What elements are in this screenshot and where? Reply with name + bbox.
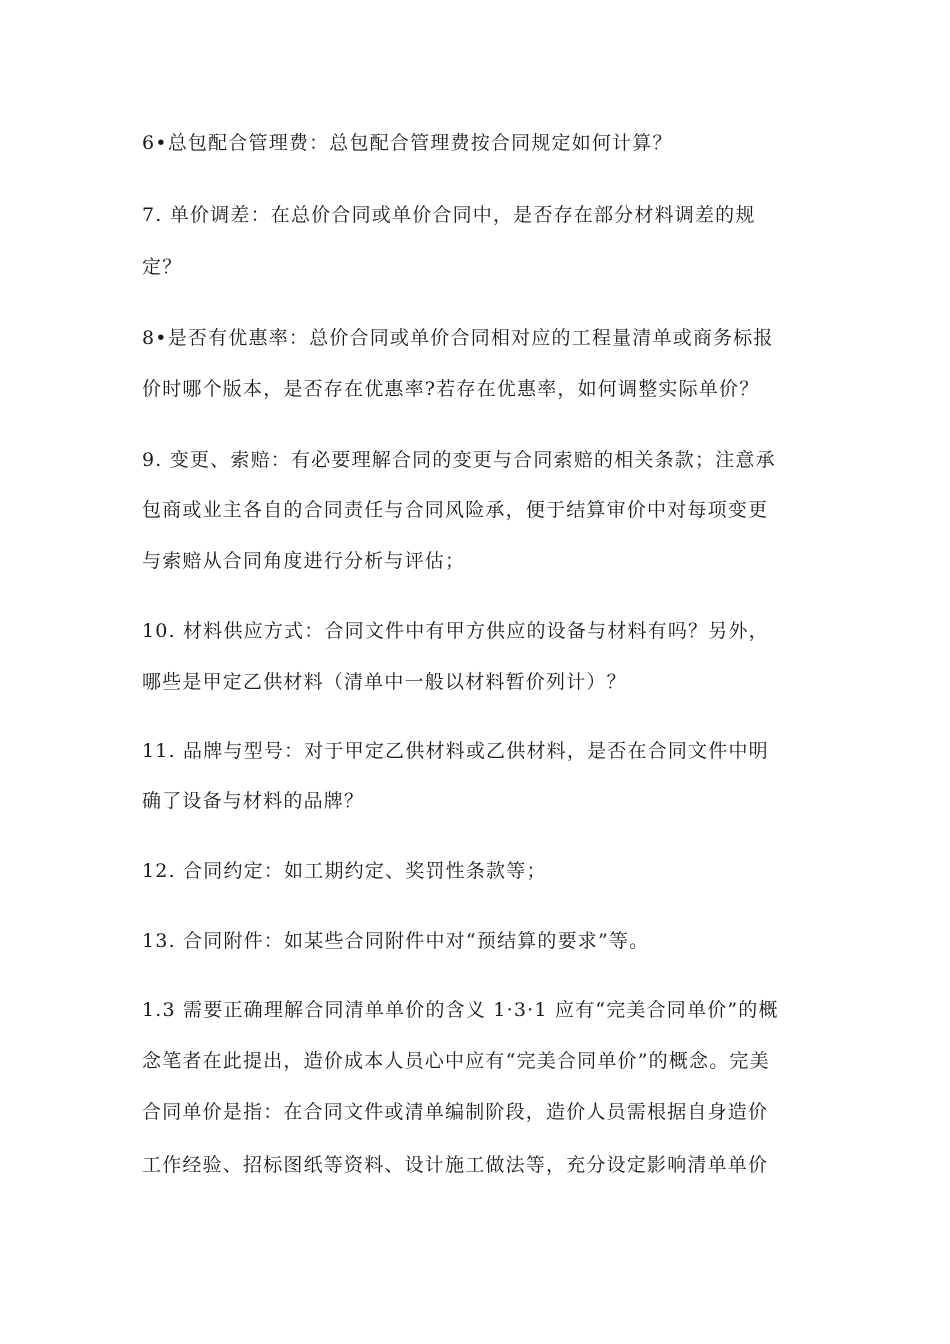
item-9-line-3: 与索赔从合同角度进行分析与评估； xyxy=(142,550,466,572)
item-9-line-1: 9. 变更、索赔：有必要理解合同的变更与合同索赔的相关条款；注意承 xyxy=(142,449,776,471)
item-12-line-1: 12. 合同约定：如工期约定、奖罚性条款等； xyxy=(142,860,547,882)
section-1-3-line-1: 1.3 需要正确理解合同清单单价的含义 1·3·1 应有“完美合同单价”的概 xyxy=(142,999,779,1021)
section-1-3-line-2: 念笔者在此提出，造价成本人员心中应有“完美合同单价”的概念。完美 xyxy=(142,1050,770,1072)
item-11-line-1: 11. 品牌与型号：对于甲定乙供材料或乙供材料，是否在合同文件中明 xyxy=(142,740,769,762)
item-11-line-2: 确了设备与材料的品牌？ xyxy=(142,790,365,812)
item-13-line-1: 13. 合同附件：如某些合同附件中对“预结算的要求”等。 xyxy=(142,930,650,952)
item-8-line-1: 8•是否有优惠率：总价合同或单价合同相对应的工程量清单或商务标报 xyxy=(142,327,774,349)
item-8-line-2: 价时哪个版本，是否存在优惠率?若存在优惠率，如何调整实际单价？ xyxy=(142,378,760,400)
item-10-line-2: 哪些是甲定乙供材料（清单中一般以材料暂价列计）？ xyxy=(142,671,627,693)
item-9-line-2: 包商或业主各自的合同责任与合同风险承，便于结算审价中对每项变更 xyxy=(142,499,769,521)
item-6-line-1: 6•总包配合管理费：总包配合管理费按合同规定如何计算？ xyxy=(142,132,673,154)
section-1-3-line-4: 工作经验、招标图纸等资料、设计施工做法等，充分设定影响清单单价 xyxy=(142,1154,769,1176)
item-10-line-1: 10. 材料供应方式：合同文件中有甲方供应的设备与材料有吗？另外， xyxy=(142,620,769,642)
section-1-3-line-3: 合同单价是指：在合同文件或清单编制阶段，造价人员需根据自身造价 xyxy=(142,1101,769,1123)
item-7-line-2: 定？ xyxy=(142,256,183,278)
item-7-line-1: 7. 单价调差：在总价合同或单价合同中，是否存在部分材料调差的规 xyxy=(142,204,756,226)
